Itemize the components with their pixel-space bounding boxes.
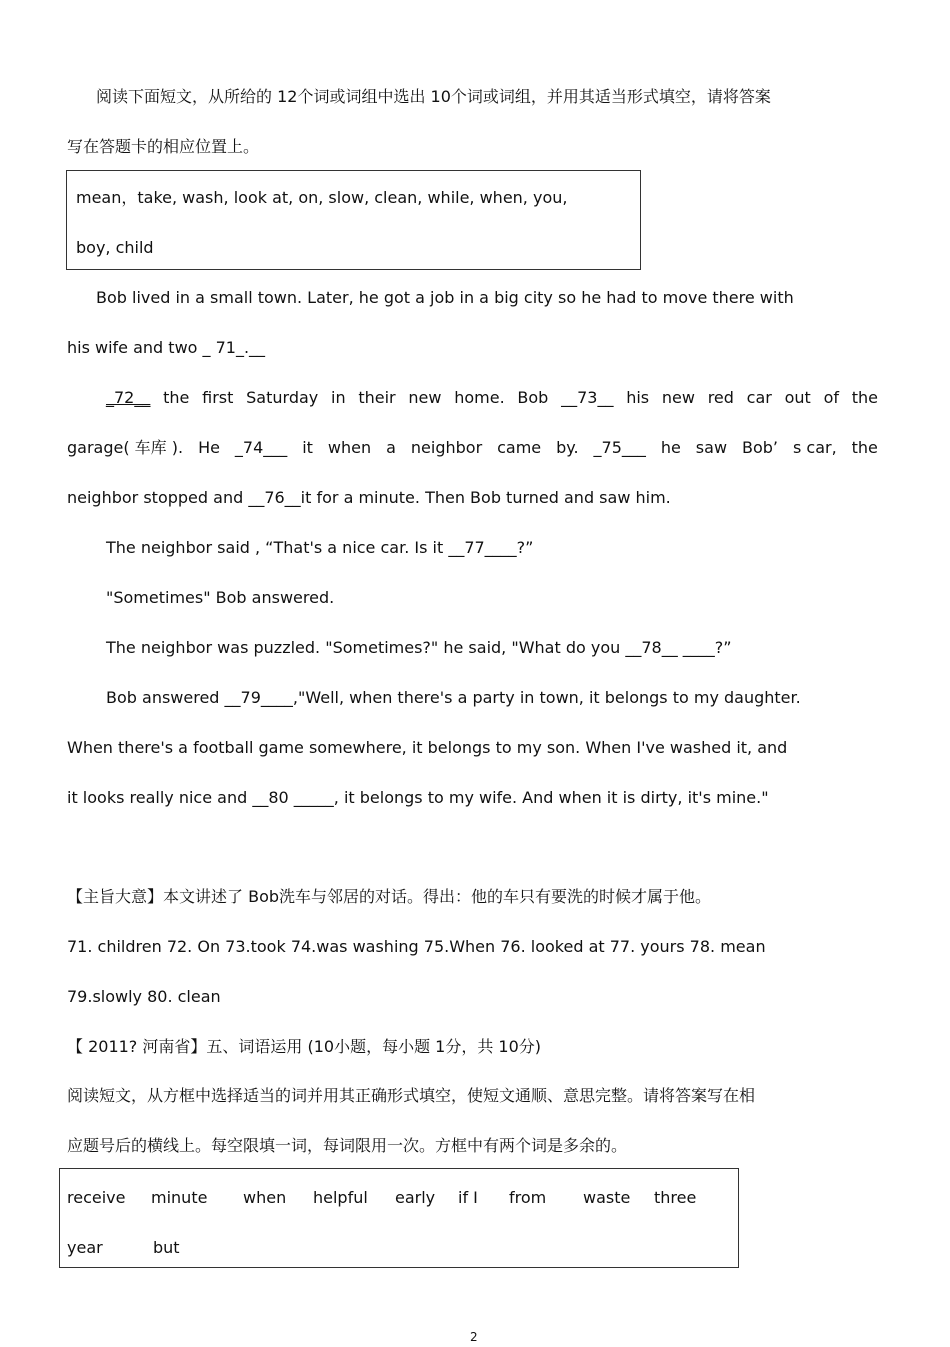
word: first <box>202 388 234 407</box>
passage-p1-line-2: his wife and two _ 71_.__ <box>67 338 266 357</box>
word: the <box>851 388 878 407</box>
passage-p6-line-2: When there's a football game somewhere, it belongs to my son. When I've washed it, and <box>67 738 788 757</box>
blank-75: _75___ <box>593 438 646 457</box>
word: saw <box>695 438 728 457</box>
word: his <box>626 388 650 407</box>
word: Saturday <box>246 388 319 407</box>
word: in <box>331 388 346 407</box>
word: new <box>408 388 442 407</box>
passage-p1-line-1: Bob lived in a small town. Later, he got a job in a big city so he had to move there with <box>96 288 794 307</box>
passage-p2-line-1 <box>106 388 878 408</box>
word-box-2-word: year <box>67 1238 103 1257</box>
answers-line-2: 79.slowly 80. clean <box>67 987 221 1006</box>
passage-p2-line-3: neighbor stopped and __76__it for a minute. Then Bob turned and saw him. <box>67 488 671 507</box>
blank-72: _72__ <box>106 388 151 407</box>
word: home. <box>454 388 505 407</box>
section-2-instructions-line-1: 阅读短文，从方框中选择适当的词并用其正确形式填空，使短文通顺、意思完整。请将答案写在相 <box>67 1086 756 1105</box>
word-box-2-word: if I <box>458 1188 478 1207</box>
section-2-heading: 【 2011? 河南省】五、词语运用 (10小题，每小题 1分，共 10分) <box>67 1037 542 1056</box>
word: Bob’ <box>742 438 779 457</box>
word-box-2-word: three <box>654 1188 697 1207</box>
word: when <box>327 438 372 457</box>
answers-line-1: 71. children 72. On 73.took 74.was washing 75.When 76. looked at 77. yours 78. mean <box>67 937 766 956</box>
word: by. <box>556 438 579 457</box>
page-number: 2 <box>470 1330 478 1344</box>
word: came <box>497 438 542 457</box>
word: car <box>746 388 772 407</box>
passage-p5: The neighbor was puzzled. "Sometimes?" he said, "What do you __78__ ____?” <box>106 638 732 657</box>
word: red <box>707 388 734 407</box>
passage-p3: The neighbor said , “That's a nice car. Is it __77____?” <box>106 538 534 557</box>
word: the <box>163 388 190 407</box>
blank-74: _74___ <box>234 438 288 457</box>
word: the <box>851 438 878 457</box>
word: garage( 车库 ). <box>67 438 184 457</box>
word-box-2-word: helpful <box>313 1188 368 1207</box>
instructions-line-1: 阅读下面短文，从所给的 12个词或词组中选出 10个词或词组，并用其适当形式填空，请将答案 <box>96 87 771 106</box>
word-box-2-word: receive <box>67 1188 126 1207</box>
word: Bob <box>517 388 549 407</box>
word: he <box>660 438 681 457</box>
word-box-2-word: waste <box>583 1188 631 1207</box>
word-box-2-row-1 <box>67 1188 727 1208</box>
word-box-2-word: but <box>153 1238 180 1257</box>
word: a <box>386 438 396 457</box>
word-box-2-row-2 <box>67 1238 267 1258</box>
section-2-instructions-line-2: 应题号后的横线上。每空限填一词，每词限用一次。方框中有两个词是多余的。 <box>67 1136 628 1155</box>
word: of <box>823 388 839 407</box>
word-box-line-1: mean，take, wash, look at, on, slow, clean, while, when, you, <box>76 188 568 207</box>
word: new <box>661 388 695 407</box>
blank-73: __73__ <box>561 388 614 407</box>
word-box-2-word: when <box>243 1188 287 1207</box>
word: out <box>784 388 811 407</box>
passage-p4: "Sometimes" Bob answered. <box>106 588 335 607</box>
word: neighbor <box>410 438 483 457</box>
word: their <box>358 388 396 407</box>
word-box-2-word: early <box>395 1188 436 1207</box>
summary: 【主旨大意】本文讲述了 Bob洗车与邻居的对话。得出：他的车只有要洗的时候才属于他。 <box>67 887 712 906</box>
word-box-2-word: from <box>509 1188 547 1207</box>
passage-p2-line-2 <box>67 438 878 458</box>
word-box-2-word: minute <box>151 1188 208 1207</box>
passage-p6-line-3: it looks really nice and __80 _____, it belongs to my wife. And when it is dirty, it's mine." <box>67 788 769 807</box>
word-box-line-2: boy, child <box>76 238 154 257</box>
word: it <box>302 438 313 457</box>
word: s car, <box>792 438 837 457</box>
instructions-line-2: 写在答题卡的相应位置上。 <box>67 137 260 156</box>
passage-p6-line-1: Bob answered __79____,"Well, when there's a party in town, it belongs to my daughter. <box>106 688 801 707</box>
word: He <box>198 438 220 457</box>
